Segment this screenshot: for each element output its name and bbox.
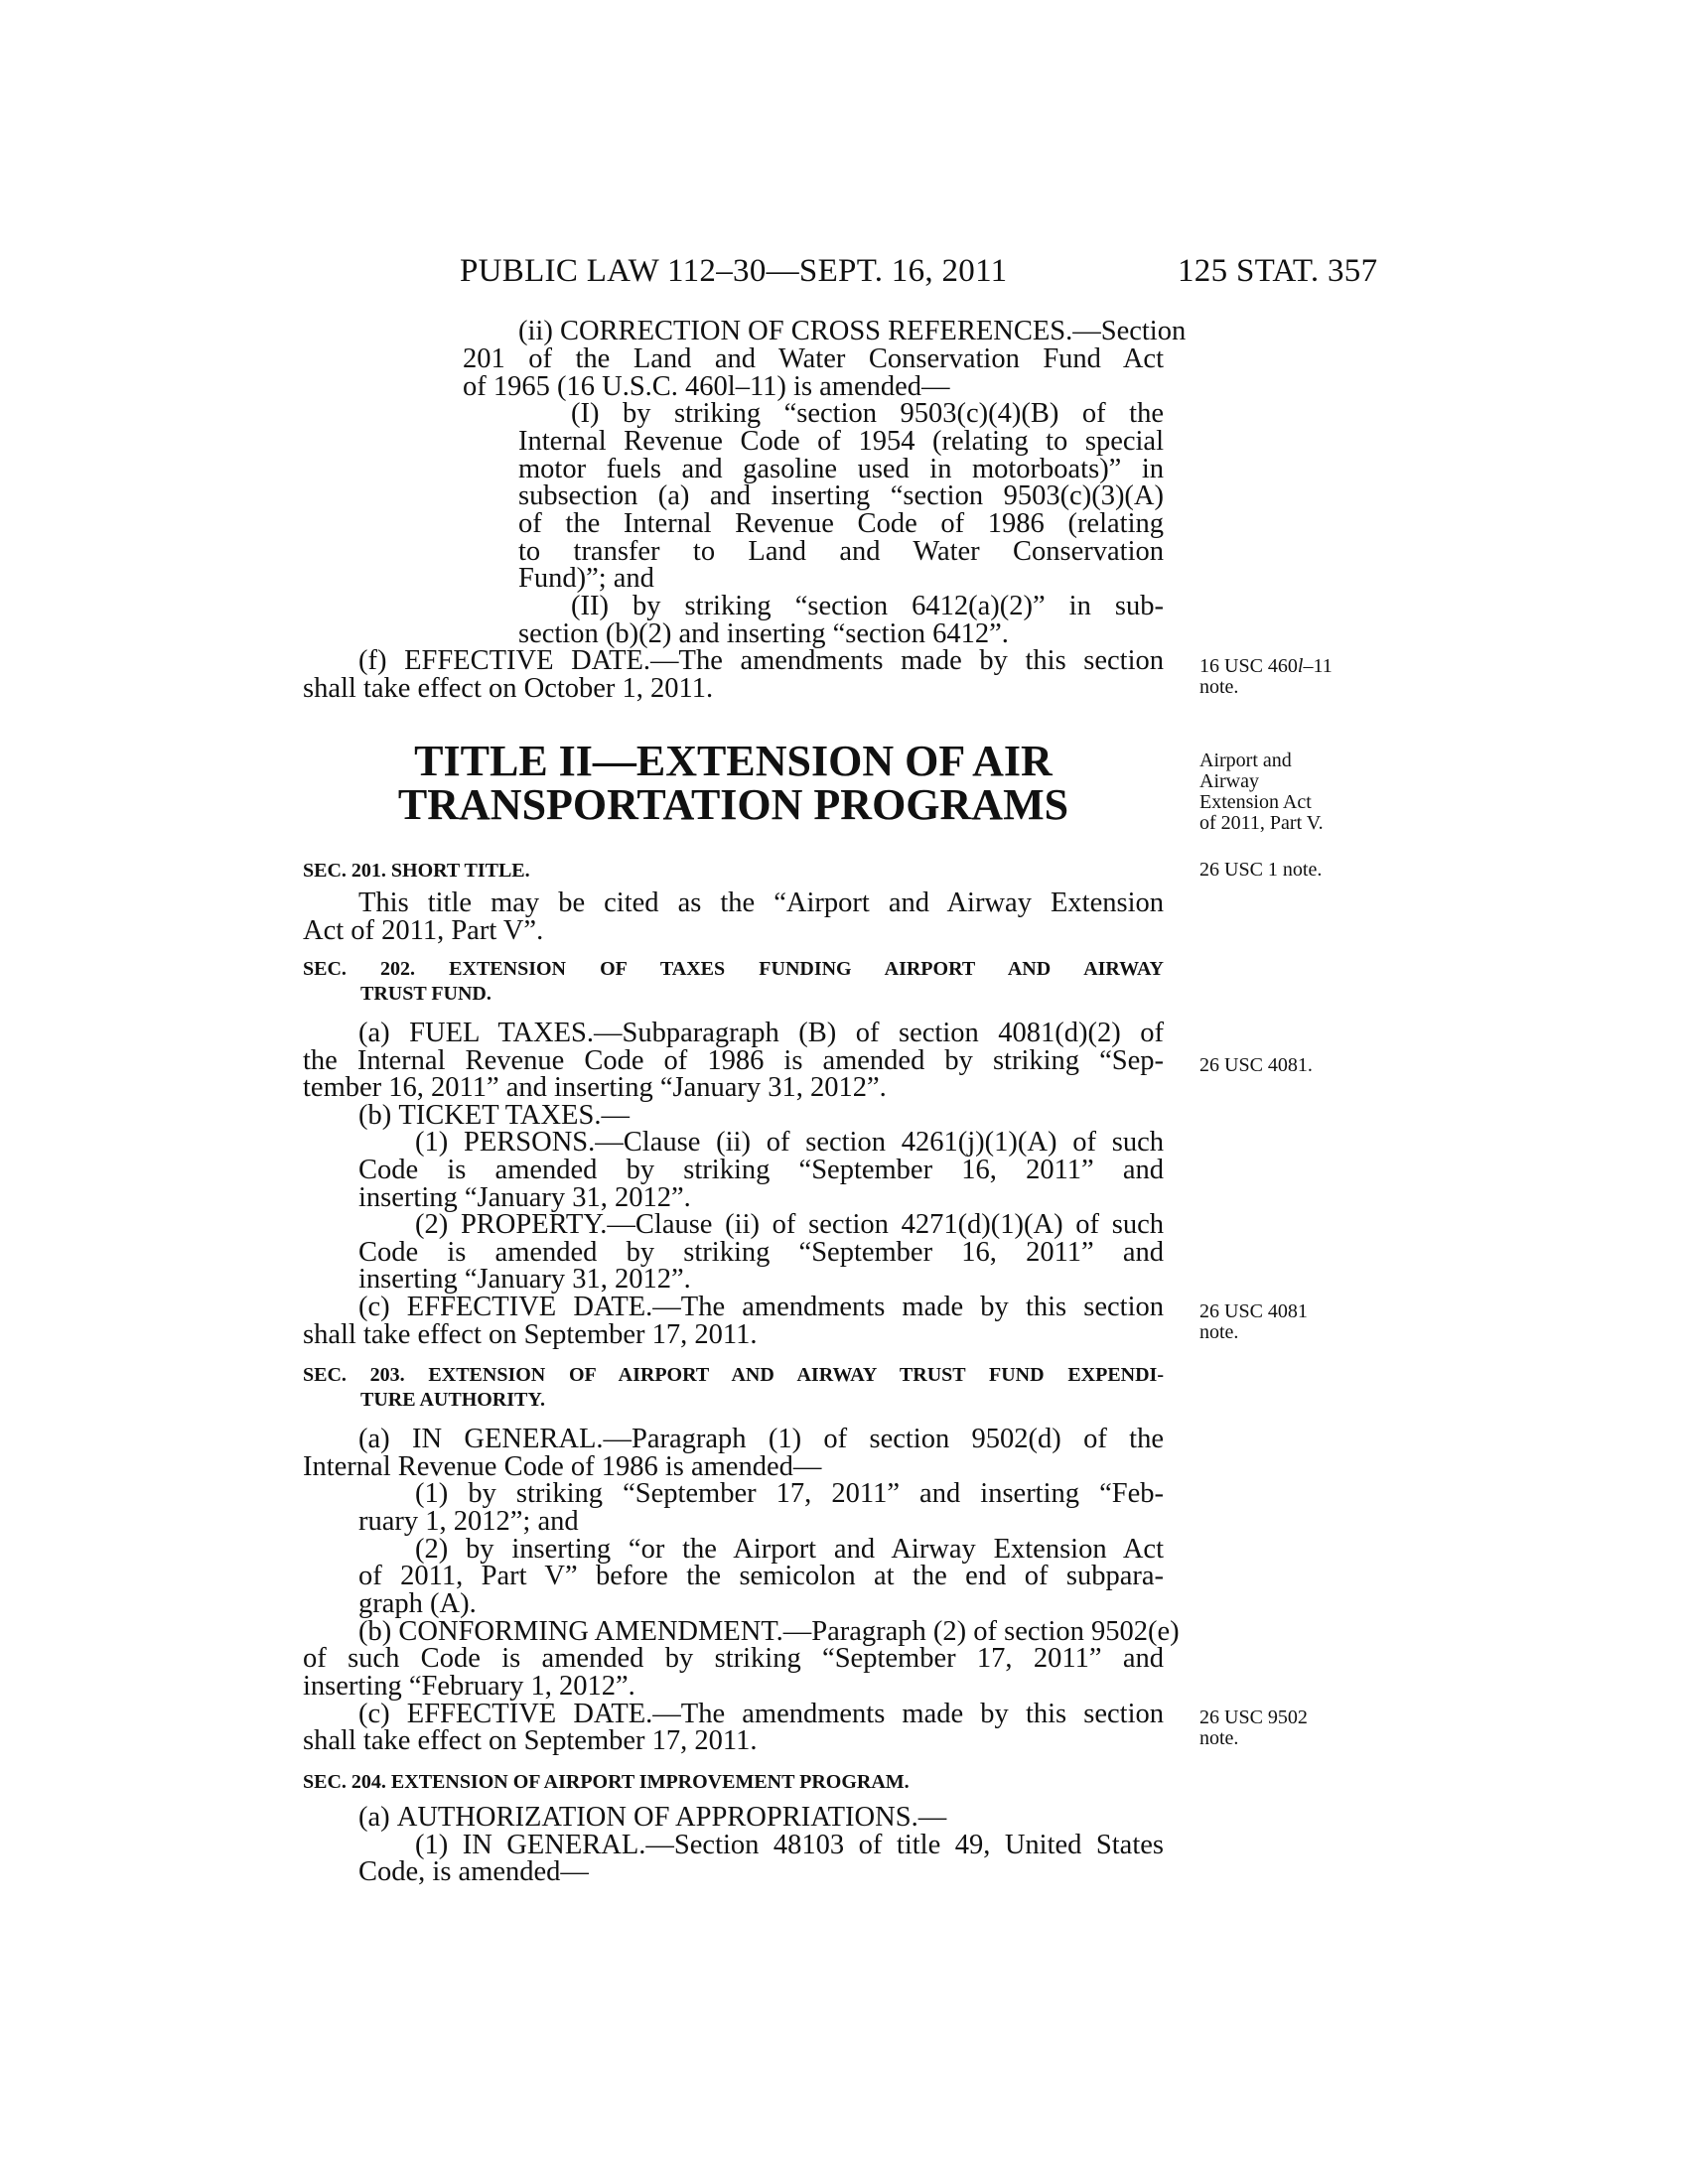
margin-note — [1199, 751, 1324, 834]
section-heading: SEC. 204. EXTENSION OF AIRPORT IMPROVEMENT PROGRAM. — [303, 1771, 910, 1793]
body-line — [415, 1129, 1164, 1157]
margin-note-line: 26 USC 4081 — [1199, 1300, 1308, 1322]
margin-note-line: Airport and — [1199, 750, 1292, 771]
section-heading: SEC. 202. EXTENSION OF TAXES FUNDING AIRPORT AND AIRWAY — [303, 958, 1164, 980]
clause-heading: EFFECTIVE DATE. — [406, 1699, 653, 1729]
clause-text: —Section 48103 of title 49, United States — [645, 1830, 1164, 1860]
clause-text: —Clause (ii) of section 4271(d)(1)(A) of such — [607, 1209, 1164, 1240]
body-line: (II) by striking “section 6412(a)(2)” in sub- — [571, 591, 1164, 621]
section-heading: TURE AUTHORITY. — [360, 1389, 545, 1411]
section-heading: SEC. 201. SHORT TITLE. — [303, 860, 530, 882]
clause-text: —Subparagraph (B) of section 4081(d)(2) of — [594, 1018, 1164, 1048]
body-line: inserting “February 1, 2012”. — [303, 1671, 635, 1702]
body-line: Internal Revenue Code of 1954 (relating to special — [518, 426, 1164, 457]
body-line — [358, 1020, 1164, 1047]
clause-heading: EFFECTIVE DATE. — [404, 645, 651, 676]
margin-note-line: note. — [1199, 1727, 1239, 1749]
title-heading-line: TRANSPORTATION PROGRAMS — [397, 780, 1069, 829]
clause-text: —The amendments made by this section — [652, 1292, 1164, 1322]
body-line — [415, 1211, 1164, 1239]
body-line: (2) by inserting “or the Airport and Airway Extension Act — [415, 1534, 1164, 1565]
body-line — [358, 1616, 1180, 1647]
body-line: Code is amended by striking “September 16, 2011” and — [358, 1155, 1164, 1185]
body-line: tember 16, 2011” and inserting “January 31, 2012”. — [303, 1072, 887, 1103]
body-line: inserting “January 31, 2012”. — [358, 1182, 691, 1213]
body-line: (1) by striking “September 17, 2011” and inserting “Feb- — [415, 1478, 1164, 1509]
body-line: inserting “January 31, 2012”. — [358, 1264, 691, 1295]
margin-note-line: 26 USC 9502 — [1199, 1706, 1308, 1728]
body-line: shall take effect on September 17, 2011. — [303, 1725, 758, 1756]
margin-note-text: –11 — [1303, 655, 1333, 677]
body-line: of the Internal Revenue Code of 1986 (relating — [518, 508, 1164, 539]
margin-note-line — [1199, 656, 1333, 677]
margin-note — [1199, 656, 1333, 698]
body-line: (I) by striking “section 9503(c)(4)(B) of the — [571, 398, 1164, 429]
body-line: of 2011, Part V” before the semicolon at the end of subpara- — [358, 1561, 1164, 1591]
body-line: Act of 2011, Part V”. — [303, 915, 544, 946]
body-line — [415, 1832, 1164, 1859]
clause-text: — — [601, 1100, 630, 1131]
clause-text: —Paragraph (1) of section 9502(d) of the — [603, 1424, 1164, 1454]
clause-number: (ii) — [518, 316, 560, 346]
clause-number: (c) — [358, 1292, 407, 1322]
clause-number: (a) — [358, 1018, 410, 1048]
body-line — [358, 1804, 946, 1832]
margin-note-line: note. — [1199, 676, 1239, 698]
body-line — [518, 316, 1187, 346]
clause-heading: AUTHORIZATION OF APPROPRIATIONS. — [396, 1802, 918, 1833]
clause-heading: TICKET TAXES. — [398, 1100, 602, 1131]
clause-number: (a) — [358, 1424, 412, 1454]
clause-number: (b) — [358, 1100, 399, 1131]
margin-note-line: Extension Act — [1199, 791, 1312, 813]
running-header-left: PUBLIC LAW 112–30—SEPT. 16, 2011 — [460, 253, 1008, 289]
body-line: to transfer to Land and Water Conservation — [518, 536, 1164, 567]
body-line: shall take effect on October 1, 2011. — [303, 673, 714, 704]
body-line: of such Code is amended by striking “September 17, 2011” and — [303, 1643, 1164, 1674]
body-line: motor fuels and gasoline used in motorboats)” in — [518, 454, 1164, 484]
body-line: ruary 1, 2012”; and — [358, 1506, 579, 1537]
body-line: 201 of the Land and Water Conservation Fund Act — [463, 343, 1164, 374]
margin-note-line: 26 USC 1 note. — [1199, 859, 1323, 881]
margin-note-line: 26 USC 4081. — [1199, 1054, 1313, 1076]
clause-number: (a) — [358, 1802, 397, 1833]
margin-note — [1199, 1707, 1308, 1749]
body-line: Fund)”; and — [518, 563, 654, 594]
section-heading: TRUST FUND. — [360, 983, 492, 1005]
clause-number: (1) — [415, 1127, 465, 1158]
clause-heading: CORRECTION OF CROSS REFERENCES. — [559, 316, 1073, 346]
clause-text: — — [917, 1802, 947, 1833]
body-line: This title may be cited as the “Airport and Airway Extension — [358, 887, 1164, 918]
margin-note-text: 16 USC 460 — [1199, 655, 1298, 677]
running-header-right: 125 STAT. 357 — [1178, 253, 1378, 289]
clause-text: —Section — [1072, 316, 1187, 346]
clause-heading: EFFECTIVE DATE. — [406, 1292, 653, 1322]
body-line: graph (A). — [358, 1588, 477, 1619]
clause-number: (f) — [358, 645, 405, 676]
body-line — [358, 1426, 1164, 1453]
clause-text: —Paragraph (2) of section 9502(e) — [782, 1616, 1180, 1647]
clause-number: (c) — [358, 1699, 407, 1729]
body-line: of 1965 (16 U.S.C. 460l–11) is amended— — [463, 371, 950, 402]
title-heading-line: TITLE II—EXTENSION OF AIR — [414, 737, 1053, 785]
body-line: the Internal Revenue Code of 1986 is amended by striking “Sep- — [303, 1045, 1164, 1076]
margin-note-line: Airway — [1199, 770, 1259, 792]
body-line: Code is amended by striking “September 16, 2011” and — [358, 1237, 1164, 1268]
body-line — [358, 1102, 630, 1130]
margin-note-line: of 2011, Part V. — [1199, 812, 1324, 834]
clause-text: —Clause (ii) of section 4261(j)(1)(A) of such — [595, 1127, 1164, 1158]
body-line: Code, is amended— — [358, 1856, 589, 1887]
clause-text: —The amendments made by this section — [650, 645, 1164, 676]
margin-note — [1199, 1055, 1313, 1076]
clause-number: (2) — [415, 1209, 461, 1240]
body-line: shall take effect on September 17, 2011. — [303, 1319, 758, 1350]
clause-heading: PERSONS. — [464, 1127, 596, 1158]
clause-number: (b) — [358, 1616, 399, 1647]
body-line: Internal Revenue Code of 1986 is amended— — [303, 1451, 822, 1482]
body-line — [358, 1701, 1164, 1728]
clause-heading: FUEL TAXES. — [409, 1018, 594, 1048]
section-heading: SEC. 203. EXTENSION OF AIRPORT AND AIRWAY TRUST FUND EXPENDI- — [303, 1364, 1164, 1386]
margin-note-line: note. — [1199, 1321, 1239, 1343]
margin-note-text: l — [1297, 655, 1304, 677]
body-line — [358, 1294, 1164, 1321]
body-line: section (b)(2) and inserting “section 6412”. — [518, 618, 1009, 649]
clause-heading: IN GENERAL. — [411, 1424, 604, 1454]
clause-number: (1) — [415, 1830, 463, 1860]
clause-heading: IN GENERAL. — [462, 1830, 646, 1860]
body-line — [358, 647, 1164, 675]
body-line: subsection (a) and inserting “section 9503(c)(3)(A) — [518, 480, 1164, 511]
margin-note — [1199, 860, 1322, 881]
clause-text: —The amendments made by this section — [652, 1699, 1164, 1729]
margin-note — [1199, 1301, 1308, 1343]
clause-heading: PROPERTY. — [460, 1209, 608, 1240]
clause-heading: CONFORMING AMENDMENT. — [398, 1616, 783, 1647]
